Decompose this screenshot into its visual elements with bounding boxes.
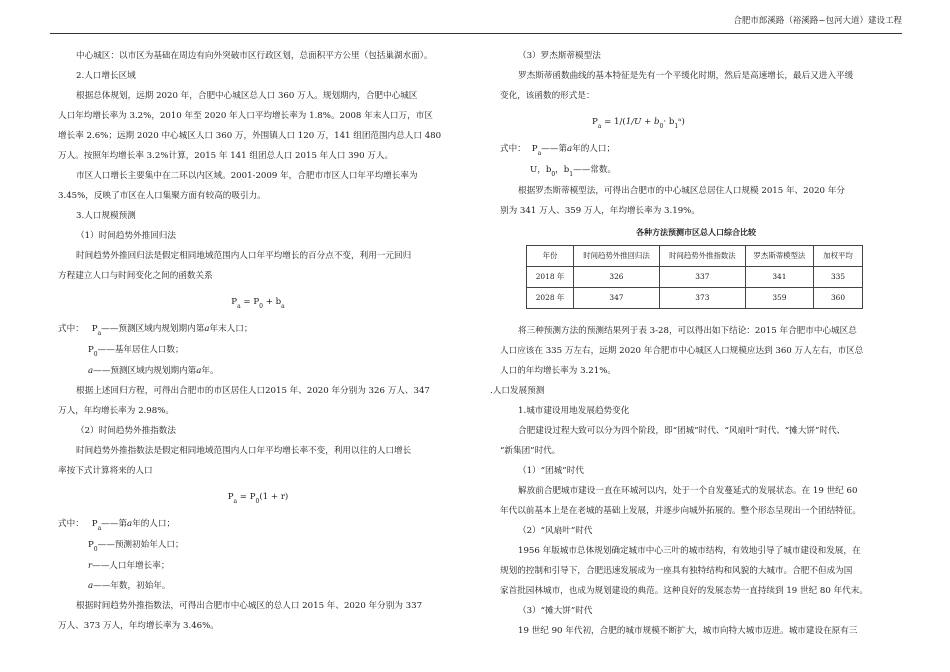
table-header-cell: 加权平均 [814,246,863,267]
section-heading: 3.人口规模预测 [76,211,136,221]
subsection-heading: （2）“风扇叶”时代 [518,526,593,536]
definition-row: a ——年数，初始年。 [88,581,171,591]
subsection-heading: （1）“团城”时代 [518,466,584,476]
paragraph: “新集团”时代。 [500,446,561,456]
definition-row: P 0 ——预测初始年人口； [88,540,184,553]
right-column [490,46,892,641]
table-cell: 347 [574,288,660,309]
table-header-cell: 罗杰斯蒂模型法 [745,246,813,267]
paragraph: 根据总体规划，远期 2020 年，合肥中心城区总人口 360 万人。规划期内，合肥中心城区 [76,91,418,101]
paragraph: 方程建立人口与时间变化之间的函数关系 [58,271,213,281]
table-cell: 326 [574,267,660,288]
paragraph: 中心城区：以市区为基础在周边有向外突破市区行政区划，总面积平方公里（包括巢湖水面）。 [76,51,433,61]
paragraph: 解放前合肥城市建设一直在环城河以内，处于一个自发蔓延式的发展状态。在 19 世纪 60 [518,486,858,496]
table-row [527,288,863,309]
subsection-heading: （2）时间趋势外推指数法 [76,426,176,436]
paragraph: 根据上述回归方程，可得出合肥市的市区居住人口2015 年、2020 年分别为 326 万人、347 [76,386,430,396]
header-rule [50,33,902,34]
table-cell: 2018 年 [527,267,574,288]
table-cell: 373 [659,288,745,309]
paragraph: 1956 年版城市总体规划确定城市中心三叶的城市结构，有效地引导了城市建设和发展，在 [518,546,861,556]
paragraph: 时间趋势外推指数法是假定相同地域范围内人口年平均增长率不变，利用以往的人口增长 [76,446,412,456]
page-header: 合肥市郎溪路（裕溪路~包河大道）建设工程 [733,16,902,26]
definition-row: 式中： P a ——预测区域内规划期内第 a 年末人口； [58,324,253,337]
section-heading: 1.城市建设用地发展趋势变化 [518,406,630,416]
table-cell: 360 [814,288,863,309]
paragraph: 变化，该函数的形式是： [500,91,595,101]
definition-row: 式中： P a ——第 a 年的人口； [58,519,176,532]
table-cell: 359 [745,288,813,309]
paragraph: 增长率 2.6%；远期 2020 中心城区人口 360 万，外围镇人口 120 万，141 组团范围内总人口 480 [58,131,442,141]
paragraph: 3.45%，反映了市区在人口集聚方面有较高的吸引力。 [58,191,266,201]
paragraph: 根据罗杰斯蒂模型法，可得出合肥市的中心城区总居住人口规模 2015 年、2020 年分 [518,186,845,196]
paragraph: 时间趋势外推回归法是假定相同地域范围内人口年平均增长的百分点不变，利用一元回归 [76,251,412,261]
comparison-table [526,245,863,309]
paragraph: 万人，年均增长率为 2.98%。 [58,406,174,416]
paragraph: 市区人口增长主要集中在二环以内区域。2001-2009 年，合肥市市区人口年平均增长率为 [76,171,418,181]
subsection-heading: （1）时间趋势外推回归法 [76,231,176,241]
paragraph: 人口应该在 335 万左右，远期 2020 年合肥市中心城区人口规模应达到 360 万人左右，市区总 [500,346,864,356]
paragraph: 别为 341 万人、359 万人，年均增长率为 3.19%。 [500,206,700,216]
table-cell: 341 [745,267,813,288]
table-row [527,267,863,288]
paragraph: 率按下式计算将来的人口 [58,466,153,476]
definition-row: r ——人口年增长率； [88,561,170,571]
definition-row: a ——预测区域内规划期内第 a 年。 [88,366,219,376]
section-heading: 2.人口增长区域 [76,71,136,81]
paragraph: 罗杰斯蒂函数曲线的基本特征是先有一个平缓化时期，然后是高速增长，最后又进入平缓 [518,71,854,81]
paragraph: 人口的年均增长率为 3.21%。 [500,366,616,376]
table-header-cell: 时间趋势外推回归法 [574,246,660,267]
paragraph: 家首批园林城市，也成为规划建设的典范。这种良好的发展态势一直持续到 19 世纪 80 年代末。 [500,586,868,596]
definition-row: U，b 0 ，b 1 ——常数。 [530,165,617,178]
definition-row: 式中： P a ——第 a 年的人口； [500,144,616,157]
formula-logistic: $P_a = 1/(1/U + b_0\cdot$ $b_1ᵃ$) [592,117,685,130]
table-cell: 2028 年 [527,288,574,309]
paragraph: 将三种预测方法的预测结果列于表 3-28，可以得出如下结论：2015 年合肥市中心城区总 [518,326,857,336]
paragraph: 年代以前基本上是在老城的基础上发展，并逐步向城外拓展的。整个形态呈现出一个团结特征。 [500,506,861,516]
table-header-row [527,246,863,267]
table-header-cell: 时间趋势外推指数法 [659,246,745,267]
subsection-heading: （3）“摊大饼”时代 [518,606,593,616]
paragraph: 人口年均增长率为 3.2%，2010 年至 2020 年人口平均增长率为 1.8%。2008 年末人口万，市区 [58,111,433,121]
paragraph: 万人。按照年均增长率 3.2%计算，2015 年 141 组团总人口 2015 年人口 390 万人。 [58,151,394,161]
table-cell: 337 [659,267,745,288]
paragraph: 19 世纪 90 年代初，合肥的城市规模不断扩大，城市向特大城市迈进。城市建设在原有三 [518,626,858,636]
paragraph: 根据时间趋势外推指数法，可得出合肥市中心城区的总人口 2015 年、2020 年分别为 337 [76,601,423,611]
paragraph: 规划的控制和引导下，合肥迅速发展成为一座具有独特结构和风貌的大城市。合肥不但成为国 [500,566,853,576]
section-heading: .人口发展预测 [490,386,545,396]
paragraph: 合肥建设过程大致可以分为四个阶段，即“团城”时代、“风扇叶”时代、“摊大饼”时代、 [518,426,846,436]
formula-regression: $P_a = P_0 + b_a$ [231,297,285,310]
table-header-cell: 年份 [527,246,574,267]
subsection-heading: （3）罗杰斯蒂模型法 [518,51,601,61]
table-title: 各种方法预测市区总人口综合比较 [636,228,756,237]
formula-exponential: $P_a = P_0(1 + r)$ [227,492,289,505]
table-cell: 335 [814,267,863,288]
paragraph: 万人、373 万人，年均增长率为 3.46%。 [58,621,219,631]
left-column [58,46,458,636]
definition-row: P 0 ——基年居住人口数； [88,345,184,358]
